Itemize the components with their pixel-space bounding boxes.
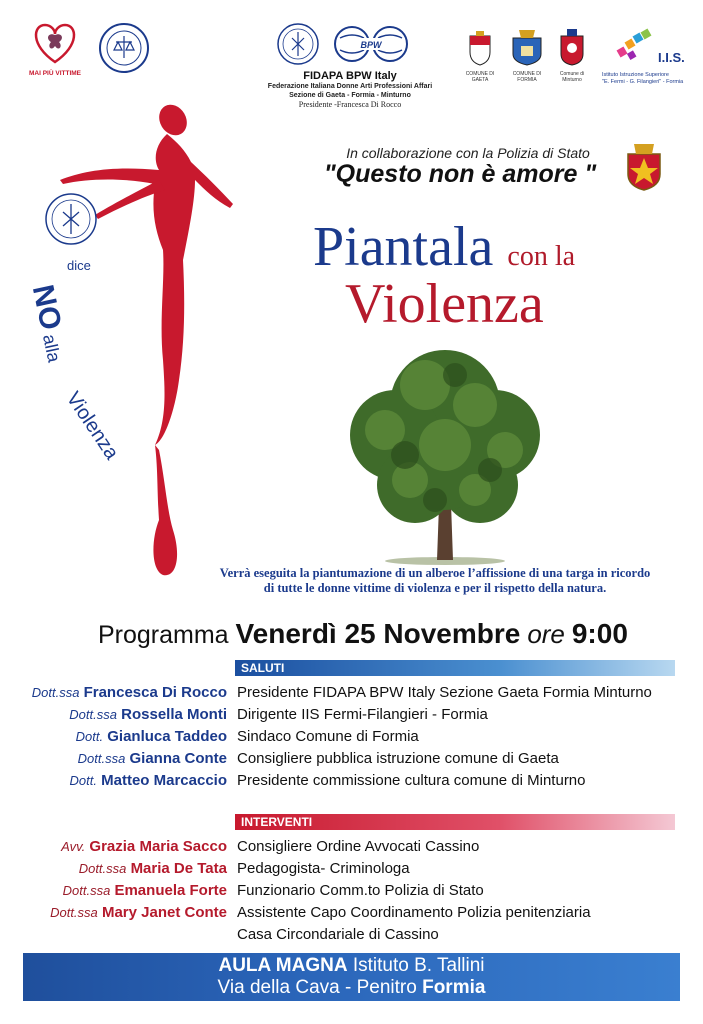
fidapa-logo [276, 22, 320, 66]
side-alla: alla [38, 332, 65, 365]
saluti-row-role: Consigliere pubblica istruzione comune di Gaeta [237, 750, 559, 767]
iis-colored-squares-icon [608, 28, 688, 68]
interventi-row-title: Dott.ssa [78, 861, 127, 876]
venue-aula-magna: AULA MAGNA [218, 955, 348, 976]
org-president: Presidente -Francesca Di Rocco [298, 100, 402, 109]
formia-crest-icon [507, 28, 547, 66]
interventi-row [0, 904, 703, 926]
mai-piu-vittime-label: MAI PIÙ VITTIME [29, 70, 81, 77]
fidapa-seal-icon [276, 22, 320, 66]
polizia-crest-icon [624, 142, 664, 192]
saluti-row-name: Matteo Marcaccio [101, 772, 227, 789]
saluti-row-role: Presidente FIDAPA BPW Italy Sezione Gaeta Formia Minturno [237, 684, 652, 701]
interventi-row [0, 882, 703, 904]
org-section: Sezione di Gaeta - Formia - Minturno [289, 92, 411, 99]
iis-line2: "E. Fermi - G. Filangieri" - Formia [602, 79, 684, 85]
seal-icon [98, 22, 150, 74]
fidapa-header-text [250, 70, 450, 109]
interventi-row-role: Consigliere Ordine Avvocati Cassino [237, 838, 480, 855]
globes-icon [332, 24, 412, 64]
saluti-row [0, 750, 703, 772]
collab-text: In collaborazione con la Polizia di Stato [346, 145, 590, 161]
saluti-row-role: Sindaco Comune di Formia [237, 728, 419, 745]
fidapa-small-seal-icon [44, 192, 98, 246]
red-woman-figure [55, 100, 245, 600]
saluti-row-title: Dott.ssa [69, 707, 117, 722]
saluti-row-title: Dott. [69, 773, 97, 788]
saluti-row [0, 772, 703, 794]
venue-line-1 [23, 955, 680, 977]
saluti-row [0, 706, 703, 728]
iis-logo [602, 28, 688, 100]
comune-minturno-logo [556, 28, 588, 83]
tree-image [325, 335, 565, 565]
interventi-row-name: Emanuela Forte [114, 882, 227, 899]
caption-line-2: di tutte le donne vittime di violenza e per il rispetto della natura. [263, 581, 607, 595]
comune-gaeta-logo [460, 30, 500, 83]
title-piantala [313, 215, 575, 279]
venue-line-2 [23, 977, 680, 999]
programma-label: Programma [98, 621, 229, 649]
comune-formia-logo [503, 28, 551, 83]
saluti-row-name: Rossella Monti [121, 706, 227, 723]
org-full-name: Federazione Italiana Donne Arti Professioni Affari [267, 83, 433, 90]
saluti-row-title: Dott.ssa [31, 685, 80, 700]
saluti-row [0, 728, 703, 750]
programma-ore: ore [527, 619, 565, 649]
title-violenza: Violenza [345, 273, 544, 335]
org-name: FIDAPA BPW Italy [303, 70, 397, 82]
interventi-row [0, 838, 703, 860]
interventi-row-name: Mary Janet Conte [101, 904, 227, 921]
interventi-header: INTERVENTI [235, 814, 675, 830]
saluti-header: SALUTI [235, 660, 675, 676]
interventi-row-role: Casa Circondariale di Cassino [237, 926, 439, 943]
saluti-row [0, 684, 703, 706]
ordine-forense-logo [98, 22, 150, 74]
iis-logo-text: I.I.S. [658, 50, 685, 65]
interventi-row-title: Avv. [61, 839, 86, 854]
bpw-label: BPW [360, 40, 382, 50]
bpw-logo [332, 24, 412, 64]
comune-formia-label: COMUNE DI FORMIA [512, 71, 542, 83]
saluti-row-role: Presidente commissione cultura comune di Minturno [237, 772, 586, 789]
comune-gaeta-label: COMUNE DI GAETA [465, 71, 495, 83]
heart-butterfly-icon [25, 20, 85, 65]
interventi-row-title: Dott.ssa [50, 905, 98, 920]
quote-title: "Questo non è amore " [323, 160, 597, 188]
interventi-row-role: Assistente Capo Coordinamento Polizia penitenziaria [237, 904, 591, 921]
venue-address: Via della Cava - Penitro [217, 977, 417, 998]
side-violenza: Violenza [61, 388, 123, 464]
saluti-row-title: Dott.ssa [77, 751, 126, 766]
interventi-row-title: Dott.ssa [62, 883, 111, 898]
venue-footer [23, 953, 680, 1001]
saluti-row-role: Dirigente IIS Fermi-Filangieri - Formia [237, 706, 488, 723]
title-con-la: con la [507, 241, 576, 272]
programma-date: Venerdì 25 Novembre [235, 618, 521, 649]
minturno-crest-icon [559, 28, 585, 66]
side-dice: dice [67, 258, 91, 273]
interventi-row-name: Grazia Maria Sacco [89, 838, 227, 855]
saluti-row-name: Francesca Di Rocco [83, 684, 227, 701]
saluti-row-name: Gianna Conte [129, 750, 227, 767]
side-no: NO [25, 282, 68, 333]
title-word-piantala: Piantala [313, 216, 494, 278]
saluti-row-name: Gianluca Taddeo [107, 728, 227, 745]
caption-text [205, 566, 665, 596]
interventi-row-name: Maria De Tata [130, 860, 227, 877]
mai-piu-vittime-logo [25, 20, 85, 75]
venue-istituto: Istituto B. Tallini [352, 955, 485, 976]
comune-minturno-label: Comune di Minturno [559, 71, 585, 83]
interventi-row [0, 860, 703, 882]
caption-line-1: Verrà eseguita la piantumazione di un alberoe l’affissione di una targa in ricordo [219, 566, 651, 580]
gaeta-crest-icon [468, 30, 492, 66]
interventi-row-role: Pedagogista- Criminologa [237, 860, 410, 877]
saluti-row-title: Dott. [75, 729, 104, 744]
interventi-row [0, 926, 703, 948]
programma-heading [98, 618, 628, 650]
programma-time: 9:00 [571, 618, 628, 649]
venue-city: Formia [422, 977, 486, 998]
interventi-row-role: Funzionario Comm.to Polizia di Stato [237, 882, 484, 899]
iis-line1: Istituto Istruzione Superiore [602, 72, 669, 78]
